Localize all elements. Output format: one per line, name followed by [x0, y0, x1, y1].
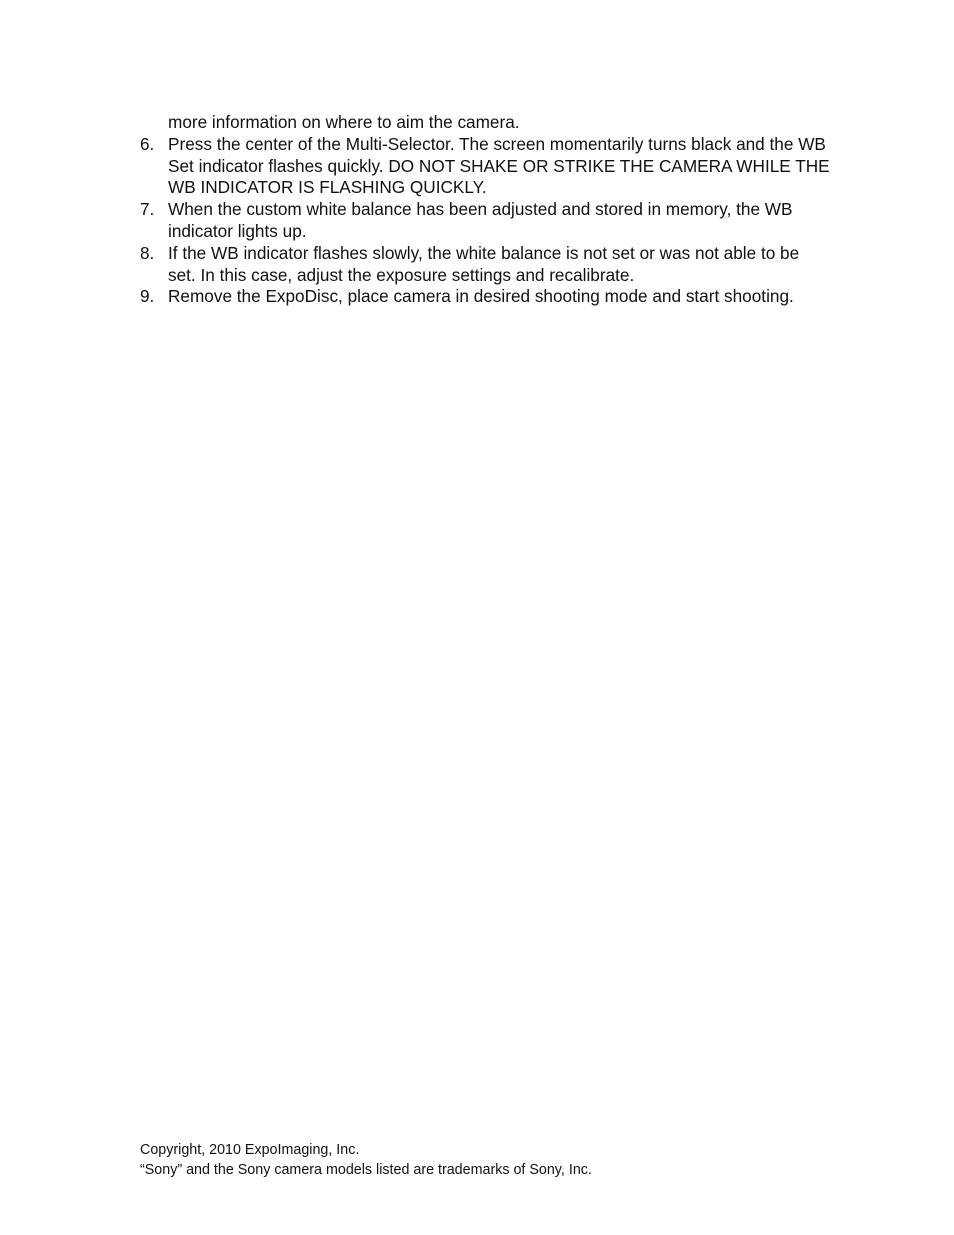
step-number: 8. — [140, 242, 155, 263]
step-text: Remove the ExpoDisc, place camera in desired shooting mode and start shooting. — [168, 286, 794, 307]
page-footer — [140, 1141, 592, 1180]
step-item — [140, 286, 830, 308]
continuation-text: more information on where to aim the camera. — [168, 112, 520, 132]
copyright-notice: Copyright, 2010 ExpoImaging, Inc. — [140, 1142, 360, 1158]
step-item — [140, 134, 830, 199]
step-text: Press the center of the Multi-Selector. The screen momentarily turns black and the WB Set indicator flashes quickly. DO NOT SHAKE OR STRIKE THE CAMERA WHILE THE WB INDICATOR IS FLASHING QUICKLY. — [168, 133, 830, 198]
step-number: 7. — [140, 199, 155, 220]
step-item — [140, 243, 830, 287]
step-number: 9. — [140, 286, 155, 307]
step-item — [140, 199, 830, 243]
step-text: If the WB indicator flashes slowly, the white balance is not set or was not able to be set. In this case, adjust the exposure settings and recalibrate. — [168, 242, 800, 285]
step-number: 6. — [140, 133, 155, 154]
trademark-notice: “Sony” and the Sony camera models listed are trademarks of Sony, Inc. — [140, 1161, 592, 1178]
document-body — [140, 112, 830, 308]
instruction-steps-list — [140, 134, 830, 308]
step-text: When the custom white balance has been adjusted and stored in memory, the WB indicator lights up. — [168, 199, 793, 241]
